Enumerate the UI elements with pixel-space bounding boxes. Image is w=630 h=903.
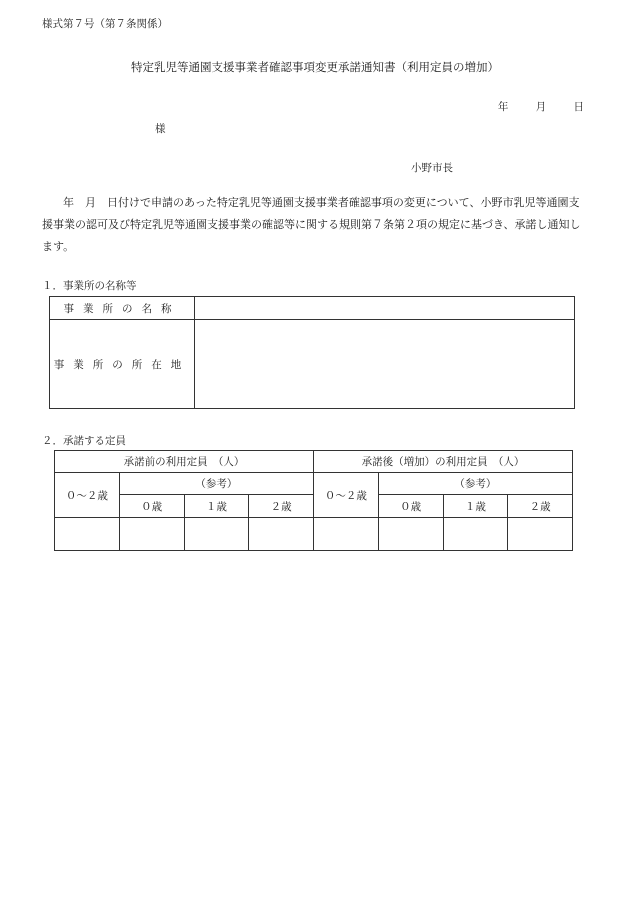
before-capacity-header: 承諾前の利用定員 （人） <box>55 451 314 473</box>
addressee-suffix: 様 <box>155 123 166 135</box>
table-row <box>50 297 575 320</box>
facility-name-label: 事業所の名称 <box>50 297 195 320</box>
after-age2-header: ２歳 <box>508 495 573 518</box>
before-total-age-header: ０～２歳 <box>55 473 120 518</box>
before-total-cell[interactable] <box>55 518 120 551</box>
table-row <box>55 451 573 473</box>
date-line <box>474 99 584 114</box>
date-month-label: 月 <box>535 101 547 113</box>
notice-body-text: 年 月 日付けで申請のあった特定乳児等通園支援事業者確認事項の変更について、小野市乳児等通園支援事業の認可及び特定乳児等通園支援事業の確認等に関する規則第７条第２項の規定に基づき、承諾し通知します。 <box>42 196 581 253</box>
facility-address-label: 事業所の所在地 <box>50 320 195 409</box>
after-age1-header: １歳 <box>443 495 508 518</box>
before-age1-cell[interactable] <box>184 518 249 551</box>
after-age0-header: ０歳 <box>378 495 443 518</box>
facility-address-field[interactable] <box>195 320 575 409</box>
document-title: 特定乳児等通園支援事業者確認事項変更承諾通知書（利用定員の増加） <box>131 60 499 74</box>
capacity-table <box>54 450 573 551</box>
issuer-name: 小野市長 <box>411 162 453 174</box>
after-capacity-header: 承諾後（増加）の利用定員 （人） <box>314 451 573 473</box>
after-reference-header: （参考） <box>378 473 572 495</box>
date-year-label: 年 <box>497 101 509 113</box>
facility-name-field[interactable] <box>195 297 575 320</box>
table-row <box>55 518 573 551</box>
table-row <box>50 320 575 409</box>
after-total-cell[interactable] <box>314 518 379 551</box>
facility-info-table <box>49 296 575 409</box>
form-number: 様式第７号（第７条関係） <box>42 18 168 30</box>
after-age2-cell[interactable] <box>508 518 573 551</box>
table-row <box>55 473 573 495</box>
after-age0-cell[interactable] <box>378 518 443 551</box>
before-age1-header: １歳 <box>184 495 249 518</box>
before-age0-header: ０歳 <box>119 495 184 518</box>
before-age2-cell[interactable] <box>249 518 314 551</box>
before-age0-cell[interactable] <box>119 518 184 551</box>
date-day-label: 日 <box>573 101 584 113</box>
section2-heading: ２．承諾する定員 <box>42 435 126 447</box>
after-age1-cell[interactable] <box>443 518 508 551</box>
before-age2-header: ２歳 <box>249 495 314 518</box>
after-total-age-header: ０～２歳 <box>314 473 379 518</box>
section1-heading: １．事業所の名称等 <box>42 280 137 292</box>
before-reference-header: （参考） <box>119 473 313 495</box>
